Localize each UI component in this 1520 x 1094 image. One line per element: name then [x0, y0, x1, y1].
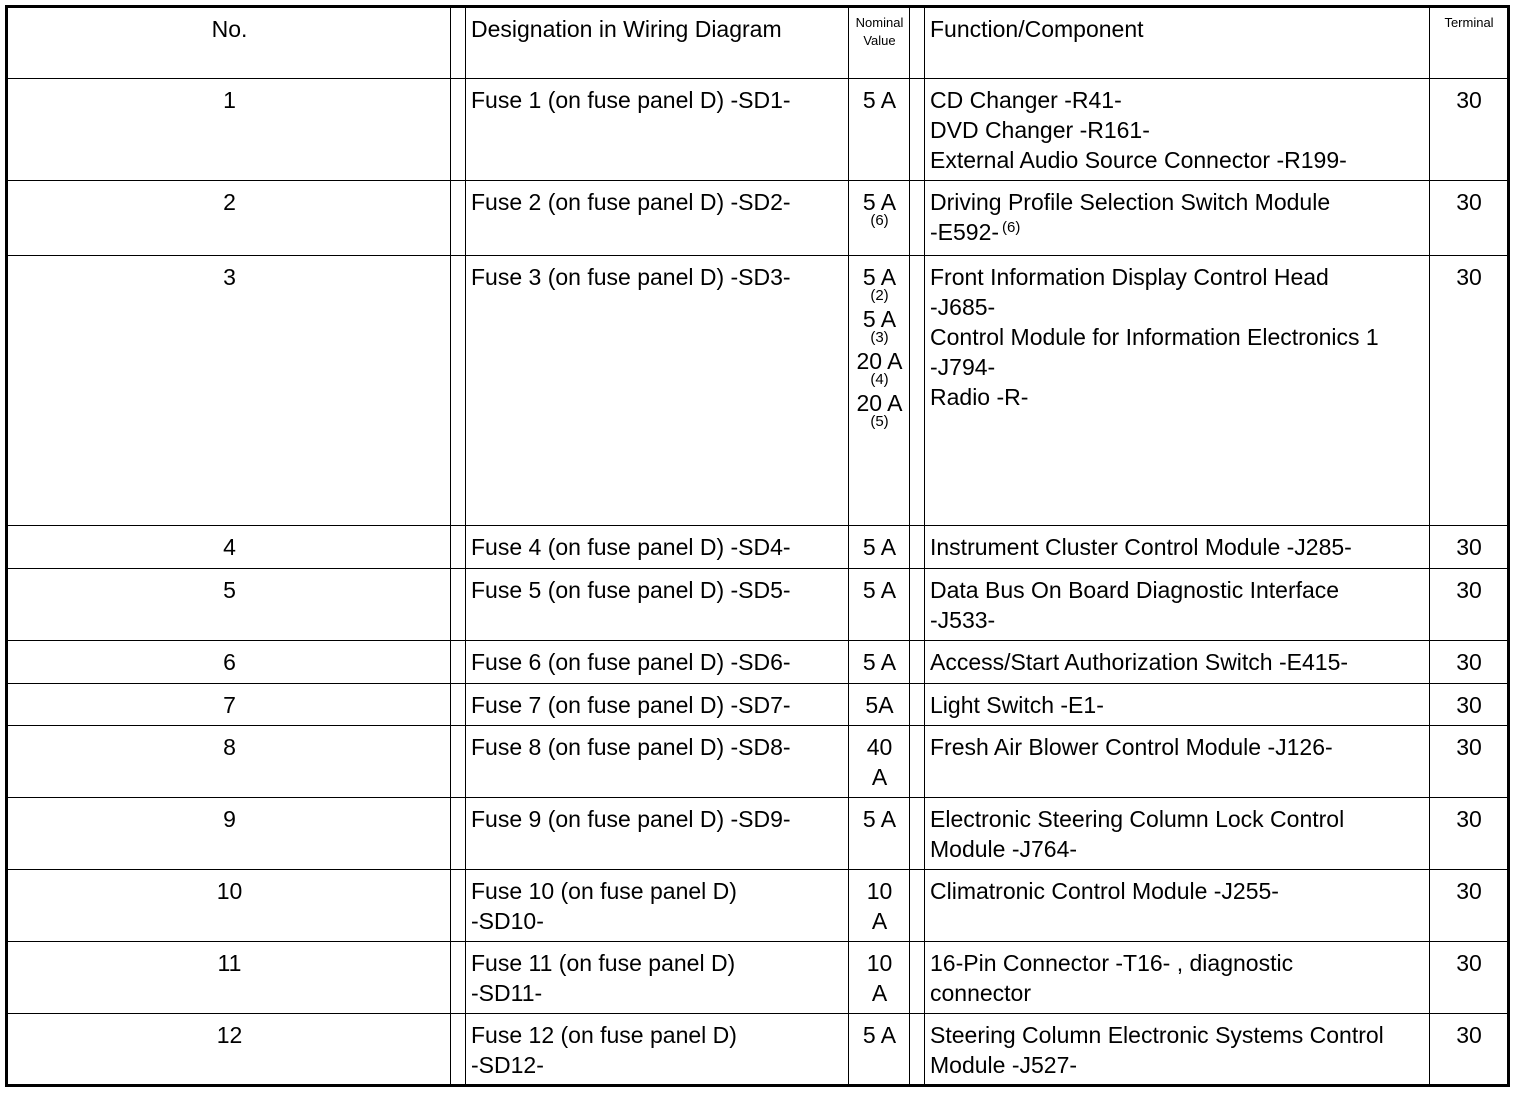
header-nominal-value-text: Nominal Value — [855, 15, 904, 48]
component-line: Driving Profile Selection Switch Module — [930, 189, 1331, 215]
header-terminal-text: Terminal — [1444, 15, 1494, 30]
table-row — [7, 726, 1509, 798]
nominal-value: 5 A — [862, 306, 897, 332]
component-line: -J794- — [930, 354, 996, 380]
designation-cell: Fuse 2 (on fuse panel D) -SD2- — [466, 181, 849, 256]
terminal-cell: 30 — [1430, 798, 1509, 870]
spacer-cell — [451, 79, 466, 181]
component-cell — [925, 684, 1430, 726]
spacer-cell — [910, 942, 925, 1014]
table-row — [7, 1014, 1509, 1086]
spacer-cell — [910, 181, 925, 256]
header-function: Function/Component — [925, 7, 1430, 79]
designation-cell: Fuse 3 (on fuse panel D) -SD3- — [466, 256, 849, 526]
component-line: -J685- — [930, 294, 996, 320]
spacer-cell — [451, 256, 466, 526]
nominal-value-cell — [849, 870, 910, 942]
row-number: 5 — [7, 569, 451, 641]
nominal-value-cell: 5 A — [849, 79, 910, 181]
designation-cell — [466, 1014, 849, 1086]
component-line: Data Bus On Board Diagnostic Interface — [930, 577, 1340, 603]
component-line: Climatronic Control Module -J255- — [930, 878, 1279, 904]
component-line: Access/Start Authorization Switch -E415- — [930, 649, 1349, 675]
designation-cell: Fuse 8 (on fuse panel D) -SD8- — [466, 726, 849, 798]
component-cell — [925, 870, 1430, 942]
nominal-value-cell — [849, 942, 910, 1014]
nominal-value-cell: 5 A — [849, 798, 910, 870]
spacer-cell — [910, 684, 925, 726]
component-line: 16-Pin Connector -T16- , diagnostic — [930, 950, 1294, 976]
terminal-cell: 30 — [1430, 526, 1509, 569]
designation-line: Fuse 10 (on fuse panel D) — [471, 878, 737, 904]
spacer-cell — [910, 641, 925, 684]
table-row — [7, 526, 1509, 569]
nominal-value-cell: 5 A — [849, 1014, 910, 1086]
component-line: Module -J764- — [930, 836, 1078, 862]
table-row — [7, 181, 1509, 256]
spacer-cell — [451, 526, 466, 569]
component-line: Radio -R- — [930, 384, 1029, 410]
row-number: 2 — [7, 181, 451, 256]
row-number: 7 — [7, 684, 451, 726]
spacer-cell — [451, 798, 466, 870]
row-number: 9 — [7, 798, 451, 870]
terminal-cell: 30 — [1430, 684, 1509, 726]
nominal-value-cell — [849, 726, 910, 798]
nominal-value: 5 A — [862, 264, 897, 290]
component-line — [930, 217, 1425, 247]
spacer-cell — [451, 641, 466, 684]
component-cell — [925, 526, 1430, 569]
nominal-value-cell: 5 A — [849, 526, 910, 569]
nominal-value: 5 A — [862, 189, 897, 215]
spacer-cell — [910, 798, 925, 870]
spacer-cell — [451, 181, 466, 256]
spacer-cell — [910, 79, 925, 181]
nominal-value-cell — [849, 256, 910, 526]
designation-cell: Fuse 9 (on fuse panel D) -SD9- — [466, 798, 849, 870]
designation-line: -SD12- — [471, 1052, 544, 1078]
nominal-value: 20 A — [856, 390, 903, 416]
terminal-cell: 30 — [1430, 1014, 1509, 1086]
footnote-marker: (5) — [870, 413, 889, 430]
row-number: 1 — [7, 79, 451, 181]
component-line: External Audio Source Connector -R199- — [930, 147, 1347, 173]
designation-line: Fuse 12 (on fuse panel D) — [471, 1022, 737, 1048]
designation-line: -SD11- — [471, 980, 543, 1006]
nominal-value: 10 A — [866, 878, 893, 934]
table-row — [7, 798, 1509, 870]
footnote-marker: (2) — [870, 287, 889, 304]
component-line: -J533- — [930, 607, 996, 633]
component-line: Front Information Display Control Head — [930, 264, 1329, 290]
component-cell — [925, 641, 1430, 684]
component-cell — [925, 256, 1430, 526]
spacer-cell — [451, 942, 466, 1014]
terminal-cell: 30 — [1430, 181, 1509, 256]
row-number: 10 — [7, 870, 451, 942]
terminal-cell: 30 — [1430, 79, 1509, 181]
header-terminal — [1430, 7, 1509, 79]
spacer-cell — [910, 1014, 925, 1086]
table-row — [7, 942, 1509, 1014]
terminal-cell: 30 — [1430, 870, 1509, 942]
spacer-cell — [451, 684, 466, 726]
component-cell — [925, 942, 1430, 1014]
header-designation: Designation in Wiring Diagram — [466, 7, 849, 79]
row-number: 11 — [7, 942, 451, 1014]
footnote-marker: (6) — [870, 212, 889, 229]
header-no: No. — [7, 7, 451, 79]
spacer-cell — [451, 7, 466, 79]
fuse-table — [5, 5, 1510, 1087]
footnote-marker: (4) — [870, 371, 889, 388]
designation-cell: Fuse 6 (on fuse panel D) -SD6- — [466, 641, 849, 684]
spacer-cell — [910, 870, 925, 942]
terminal-cell: 30 — [1430, 942, 1509, 1014]
component-cell — [925, 181, 1430, 256]
designation-line: Fuse 11 (on fuse panel D) — [471, 950, 736, 976]
component-line: Light Switch -E1- — [930, 692, 1104, 718]
component-line: Electronic Steering Column Lock Control — [930, 806, 1345, 832]
nominal-value: 10 A — [866, 950, 893, 1006]
table-row — [7, 870, 1509, 942]
nominal-value: 20 A — [856, 348, 903, 374]
row-number: 3 — [7, 256, 451, 526]
footnote-marker: (6) — [1002, 219, 1021, 236]
header-row — [7, 7, 1509, 79]
terminal-cell: 30 — [1430, 256, 1509, 526]
table-row — [7, 79, 1509, 181]
spacer-cell — [451, 726, 466, 798]
designation-cell: Fuse 5 (on fuse panel D) -SD5- — [466, 569, 849, 641]
component-line: DVD Changer -R161- — [930, 117, 1150, 143]
nominal-value-cell — [849, 181, 910, 256]
nominal-value-cell: 5A — [849, 684, 910, 726]
component-cell — [925, 798, 1430, 870]
component-line: Steering Column Electronic Systems Control — [930, 1022, 1384, 1048]
component-line: Fresh Air Blower Control Module -J126- — [930, 734, 1333, 760]
component-line: connector — [930, 980, 1032, 1006]
terminal-cell: 30 — [1430, 726, 1509, 798]
spacer-cell — [451, 1014, 466, 1086]
header-nominal-value — [849, 7, 910, 79]
spacer-cell — [451, 870, 466, 942]
spacer-cell — [910, 569, 925, 641]
footnote-marker: (3) — [870, 329, 889, 346]
component-cell — [925, 726, 1430, 798]
component-cell — [925, 1014, 1430, 1086]
row-number: 8 — [7, 726, 451, 798]
designation-cell: Fuse 4 (on fuse panel D) -SD4- — [466, 526, 849, 569]
nominal-value-cell: 5 A — [849, 641, 910, 684]
row-number: 6 — [7, 641, 451, 684]
spacer-cell — [910, 526, 925, 569]
nominal-value-cell: 5 A — [849, 569, 910, 641]
component-line: Instrument Cluster Control Module -J285- — [930, 534, 1352, 560]
table-row — [7, 641, 1509, 684]
component-cell — [925, 79, 1430, 181]
designation-cell: Fuse 7 (on fuse panel D) -SD7- — [466, 684, 849, 726]
component-code: -E592- — [930, 219, 1000, 245]
row-number: 12 — [7, 1014, 451, 1086]
nominal-value: 40 A — [866, 734, 893, 790]
designation-line: -SD10- — [471, 908, 544, 934]
component-cell — [925, 569, 1430, 641]
table-row — [7, 569, 1509, 641]
spacer-cell — [910, 256, 925, 526]
component-line: Control Module for Information Electronics 1 — [930, 324, 1379, 350]
terminal-cell: 30 — [1430, 641, 1509, 684]
component-line: Module -J527- — [930, 1052, 1078, 1078]
component-line: CD Changer -R41- — [930, 87, 1122, 113]
terminal-cell: 30 — [1430, 569, 1509, 641]
row-number: 4 — [7, 526, 451, 569]
table-row — [7, 684, 1509, 726]
spacer-cell — [910, 726, 925, 798]
spacer-cell — [910, 7, 925, 79]
table-row — [7, 256, 1509, 526]
spacer-cell — [451, 569, 466, 641]
designation-cell: Fuse 1 (on fuse panel D) -SD1- — [466, 79, 849, 181]
designation-cell — [466, 870, 849, 942]
designation-cell — [466, 942, 849, 1014]
